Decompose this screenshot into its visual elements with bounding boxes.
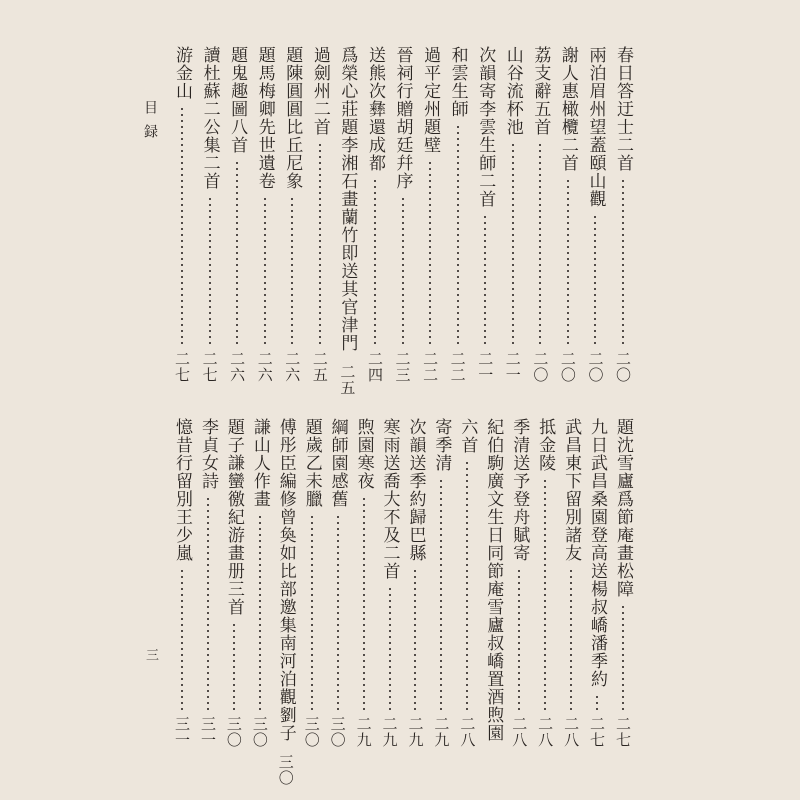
toc-entry-title: 荔支辭五首	[530, 46, 551, 136]
toc-entry-title: 山谷流杯池	[502, 46, 523, 136]
toc-entry-title: 送熊次彝還成都	[364, 46, 385, 172]
toc-entry	[446, 46, 470, 383]
toc-entry	[391, 46, 415, 383]
dot-leader	[319, 142, 321, 345]
toc-entry	[196, 418, 220, 748]
toc-entry-page: 二九	[380, 716, 399, 748]
dot-leader	[363, 496, 365, 710]
toc-entry-title: 寄季清	[431, 418, 452, 472]
dot-leader	[402, 196, 404, 345]
toc-entry	[473, 46, 497, 383]
toc-entry-page: 二六	[228, 351, 247, 383]
toc-entry-page: 二七	[613, 716, 632, 748]
toc-entry	[363, 46, 387, 383]
dot-leader	[512, 142, 514, 345]
toc-entry	[352, 418, 376, 748]
toc-entry-page: 二二	[448, 351, 467, 383]
toc-entry-page: 三〇	[276, 754, 295, 786]
toc-entry-page: 三〇	[224, 716, 243, 748]
toc-entry-page: 二五	[338, 364, 357, 396]
toc-entry	[556, 46, 580, 383]
toc-entry-page: 二五	[310, 351, 329, 383]
toc-entry	[585, 418, 609, 748]
dot-leader	[181, 568, 183, 710]
dot-leader	[484, 214, 486, 345]
dot-leader	[414, 568, 416, 710]
toc-entry-title: 武昌東下留別諸友	[561, 418, 582, 562]
toc-entry	[611, 418, 635, 748]
toc-entry-title: 傅彤臣編修曾奐如比部邀集南河泊觀劉子	[275, 418, 296, 742]
dot-leader	[457, 124, 459, 345]
dot-leader	[539, 142, 541, 345]
toc-entry-title: 題沈雪廬爲節庵畫松障	[612, 418, 633, 598]
toc-entry-page: 二七	[173, 351, 191, 383]
toc-entry-title: 謝人惠橄欖二首	[557, 46, 578, 172]
toc-entry	[528, 46, 552, 383]
toc-entry-page: 二六	[255, 351, 274, 383]
toc-entry-title: 謙山人作畫	[249, 418, 270, 508]
toc-entry-title: 九日武昌桑園登高送楊叔嶠潘季約	[587, 418, 607, 688]
dot-leader	[518, 568, 520, 710]
page-margin	[130, 100, 160, 700]
toc-entry	[225, 46, 249, 383]
toc-entry-title: 綱師園感舊	[327, 418, 348, 508]
toc-entry	[583, 46, 607, 383]
dot-leader	[233, 622, 235, 710]
toc-entry-page: 二一	[476, 351, 495, 383]
dot-leader	[207, 496, 209, 710]
toc-entry-title: 寒雨送喬大不及二首	[379, 418, 400, 580]
toc-entry	[378, 418, 402, 748]
dot-leader	[544, 478, 546, 710]
toc-entry-title: 次韻送季約歸巴縣	[405, 418, 426, 562]
toc-entry-page: 三〇	[328, 716, 347, 748]
dot-leader	[429, 160, 431, 345]
toc-entry-title: 抵金陵	[535, 418, 556, 472]
dot-leader	[264, 196, 266, 345]
toc-upper-block	[170, 46, 635, 396]
dot-leader	[567, 178, 569, 345]
toc-entry-page: 二八	[536, 716, 555, 748]
toc-entry-page: 三一	[198, 716, 217, 748]
toc-entry-title: 季清送予登舟賦寄	[509, 418, 530, 562]
toc-entry-title: 題子謙蠻徼紀游畫册三首	[223, 418, 244, 616]
dot-leader	[596, 694, 598, 710]
toc-entry-title: 六首	[457, 418, 478, 454]
toc-entry-title: 憶昔行留別王少嵐	[172, 418, 192, 562]
dot-leader	[570, 568, 572, 710]
toc-entry	[403, 418, 427, 748]
dot-leader	[311, 514, 313, 710]
toc-entry-title: 煦園寒夜	[353, 418, 374, 490]
toc-entry	[274, 418, 298, 786]
toc-entry-page: 二〇	[558, 351, 577, 383]
toc-entry-title: 次韻寄李雲生師二首	[475, 46, 496, 208]
toc-lower-block	[170, 418, 635, 786]
dot-leader	[374, 178, 376, 345]
toc-entry	[429, 418, 453, 748]
toc-entry	[418, 46, 442, 383]
toc-entry-title: 讀杜蘇二公集二首	[199, 46, 220, 190]
toc-entry-page: 二九	[432, 716, 451, 748]
dot-leader	[389, 586, 391, 710]
toc-entry-page: 二八	[458, 716, 477, 748]
toc-entry-title: 爲榮心莊題李湘石畫蘭竹即送其官津門	[337, 46, 358, 352]
toc-entry	[611, 46, 635, 383]
toc-entry	[198, 46, 222, 383]
toc-entry	[248, 418, 272, 748]
dot-leader	[594, 214, 596, 345]
toc-entry-title: 題陳圓圓比丘尼象	[282, 46, 303, 190]
dot-leader	[622, 178, 624, 345]
toc-entry-title: 李貞女詩	[197, 418, 218, 490]
toc-entry	[300, 418, 324, 748]
toc-entry	[308, 46, 332, 383]
toc-entry	[335, 46, 359, 396]
toc-entry-title: 題歲乙未臘	[301, 418, 322, 508]
toc-entry-title: 兩泊眉州望蓋頤山觀	[585, 46, 606, 208]
page-number: 三	[143, 648, 158, 661]
toc-entry	[170, 418, 194, 748]
dot-leader	[209, 196, 211, 345]
toc-entry-title: 和雲生師	[447, 46, 468, 118]
dot-leader	[236, 160, 238, 345]
running-head: 目録	[142, 100, 158, 148]
dot-leader	[466, 460, 468, 710]
toc-entry	[533, 418, 557, 748]
toc-entry-title: 過平定州題壁	[420, 46, 441, 154]
toc-entry	[507, 418, 531, 748]
toc-entry-page: 三〇	[250, 716, 269, 748]
toc-entry-page: 二九	[354, 716, 373, 748]
toc-entry-title: 過劍州二首	[309, 46, 330, 136]
toc-entry-page: 二二	[421, 351, 440, 383]
toc-entry-title: 游金山	[172, 46, 192, 100]
toc-entry-title: 紀伯駒廣文生日同節庵雪廬叔嶠置酒煦園	[483, 418, 504, 742]
dot-leader	[440, 478, 442, 710]
toc-entry-page: 三〇	[302, 716, 321, 748]
toc-entry-page: 二七	[200, 351, 219, 383]
toc-entry-page: 二八	[510, 716, 529, 748]
toc-entry-page: 三一	[173, 716, 191, 748]
toc-entry	[501, 46, 525, 383]
dot-leader	[337, 514, 339, 710]
toc-entry	[253, 46, 277, 383]
toc-entry	[455, 418, 479, 748]
dot-leader	[181, 106, 183, 345]
toc-entry	[170, 46, 194, 383]
toc-entry-page: 二六	[283, 351, 302, 383]
toc-entry	[481, 418, 505, 748]
toc-entry	[222, 418, 246, 748]
toc-entry-page: 二八	[562, 716, 581, 748]
toc-entry	[559, 418, 583, 748]
toc-entry-page: 二七	[588, 716, 606, 748]
toc-entry-title: 晉祠行贈胡廷幷序	[392, 46, 413, 190]
toc-entry-page: 二〇	[614, 351, 632, 383]
toc-entry-page: 二四	[365, 351, 384, 383]
toc-entry-page: 二三	[393, 351, 412, 383]
dot-leader	[259, 514, 261, 710]
toc-entry-page: 二一	[503, 351, 522, 383]
toc-entry-page: 二〇	[531, 351, 550, 383]
toc-entry-title: 題鬼趣圖八首	[227, 46, 248, 154]
toc-entry	[326, 418, 350, 748]
toc-entry-title: 題馬梅卿先世遺卷	[254, 46, 275, 190]
toc-entry-title: 春日答迂士二首	[613, 46, 633, 172]
toc-entry	[280, 46, 304, 383]
toc-entry-page: 二〇	[586, 351, 605, 383]
toc-entry-page: 二九	[406, 716, 425, 748]
dot-leader	[622, 604, 624, 710]
dot-leader	[291, 196, 293, 345]
